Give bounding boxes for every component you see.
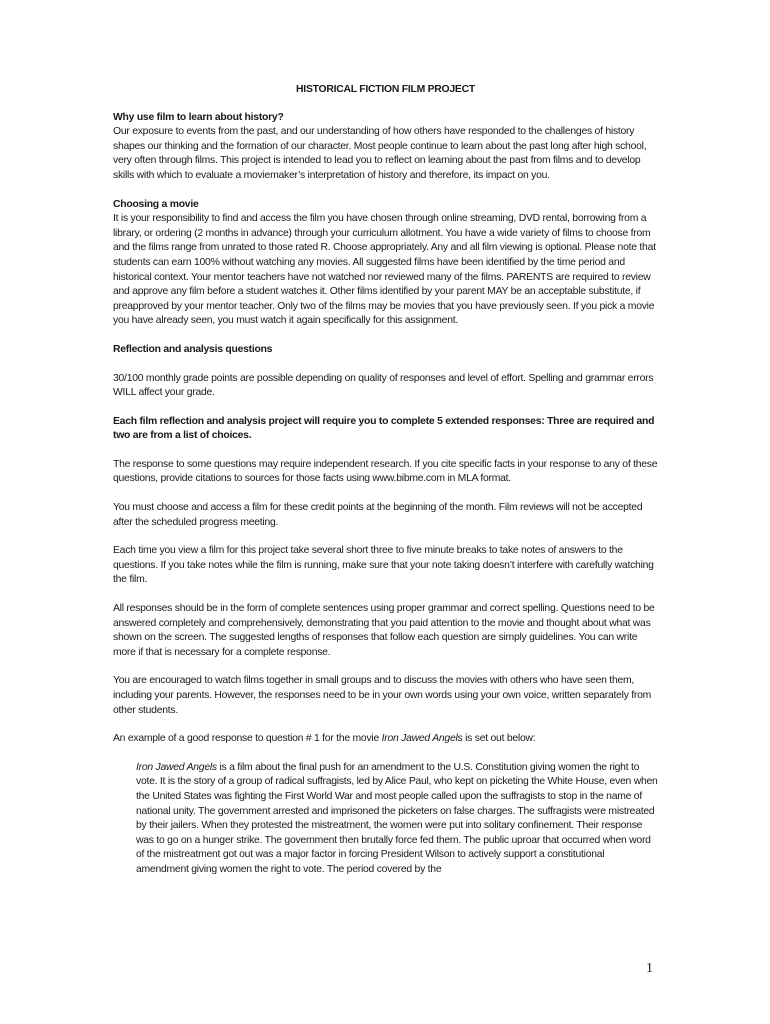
page-number: 1: [646, 961, 653, 976]
why-paragraph: Our exposure to events from the past, and our understanding of how others have responded to the challenges of history shapes our thinking and the formation of our character. Most people continue to learn about the past long after high school, very often through films. This project is intended to lead you to reflect on learning about the past from films and to develop skills with which to evaluate a moviemaker’s interpretation of history and therefore, its impact on you.: [113, 126, 647, 181]
section-heading-reflection: Reflection and analysis questions: [113, 343, 273, 355]
group-viewing-paragraph: You are encouraged to watch films together in small groups and to discuss the movies with others who have seen them, including your parents. However, the responses need to be in your own words using your own voice, written separately from other students.: [113, 675, 652, 716]
example-intro: [113, 732, 658, 747]
example-response-quote: [113, 761, 658, 878]
example-intro-after: is set out below:: [462, 733, 536, 745]
document-body: [113, 83, 658, 878]
requirement-paragraph: Each film reflection and analysis project will require you to complete 5 extended responses: Three are required and two are from a list of choices.: [113, 415, 655, 442]
credit-paragraph: You must choose and access a film for these credit points at the beginning of the month. Film reviews will not be accepted after the scheduled progress meeting.: [113, 502, 643, 528]
choosing-paragraph: It is your responsibility to find and access the film you have chosen through online streaming, DVD rental, borrowing from a library, or ordering (2 months in advance) through your curriculum allotment. You have a wide variety of films to choose from and the films range from unrated to those rated R. Choose appropriately. Any and all film viewing is optional. Please note that students can earn 100% without watching any movies. All suggested films have been identified by the time period and historical context. Your mentor teachers have not watched nor reviewed many of the films. PARENTS are required to review and approve any film before a student watches it. Other films identified by your parent MAY be an acceptable substitute, if preapproved by your mentor teacher. Only two of the films may be movies that you have previously seen. If you pick a movie you have already seen, you must watch it again specifically for this assignment.: [113, 213, 656, 327]
document-title: HISTORICAL FICTION FILM PROJECT: [296, 84, 475, 95]
example-movie-title: Iron Jawed Angels: [381, 733, 463, 745]
section-heading-why: Why use film to learn about history?: [113, 111, 284, 123]
quote-body: is a film about the final push for an amendment to the U.S. Constitution giving women the right to vote. It is the story of a group of radical suffragists, led by Alice Paul, who kept on picketing the White House, even when the United States was fighting the First World War and most people called upon the suffragists to stop in the name of national unity. The government arrested and imprisoned the picketers on false charges. The suffragists were mistreated by their jailers. When they protested the mistreatment, the women were put into solitary confinement. Their response was to go on a hunger strike. The government then brutally force fed them. The public uproar that occurred when word of the mistreatment got out was a major factor in forcing President Wilson to actively support a constitutional amendment giving women the right to vote. The period covered by the: [136, 761, 658, 875]
grading-paragraph: 30/100 monthly grade points are possible depending on quality of responses and level of effort. Spelling and grammar errors WILL affect your grade.: [113, 372, 654, 399]
section-heading-choosing: Choosing a movie: [113, 198, 199, 210]
example-intro-before: An example of a good response to question # 1 for the movie: [113, 733, 382, 745]
research-paragraph: The response to some questions may require independent research. If you cite specific facts in your response to any of these questions, provide citations to sources for those facts using www.bibme.com in MLA format.: [113, 458, 658, 485]
quote-movie-title: Iron Jawed Angels: [136, 761, 217, 773]
breaks-paragraph: Each time you view a film for this project take several short three to five minute breaks to take notes of answers to the questions. If you take notes while the film is running, make sure that your note taking doesn’t interfere with carefully watching the film.: [113, 545, 654, 586]
complete-responses-paragraph: All responses should be in the form of complete sentences using proper grammar and correct spelling. Questions need to be answered completely and comprehensively, demonstrating that you paid attention to the movie and thought about what was shown on the screen. The suggested lengths of responses that follow each question are simply guidelines. You can write more if that is necessary for a complete response.: [113, 603, 655, 658]
